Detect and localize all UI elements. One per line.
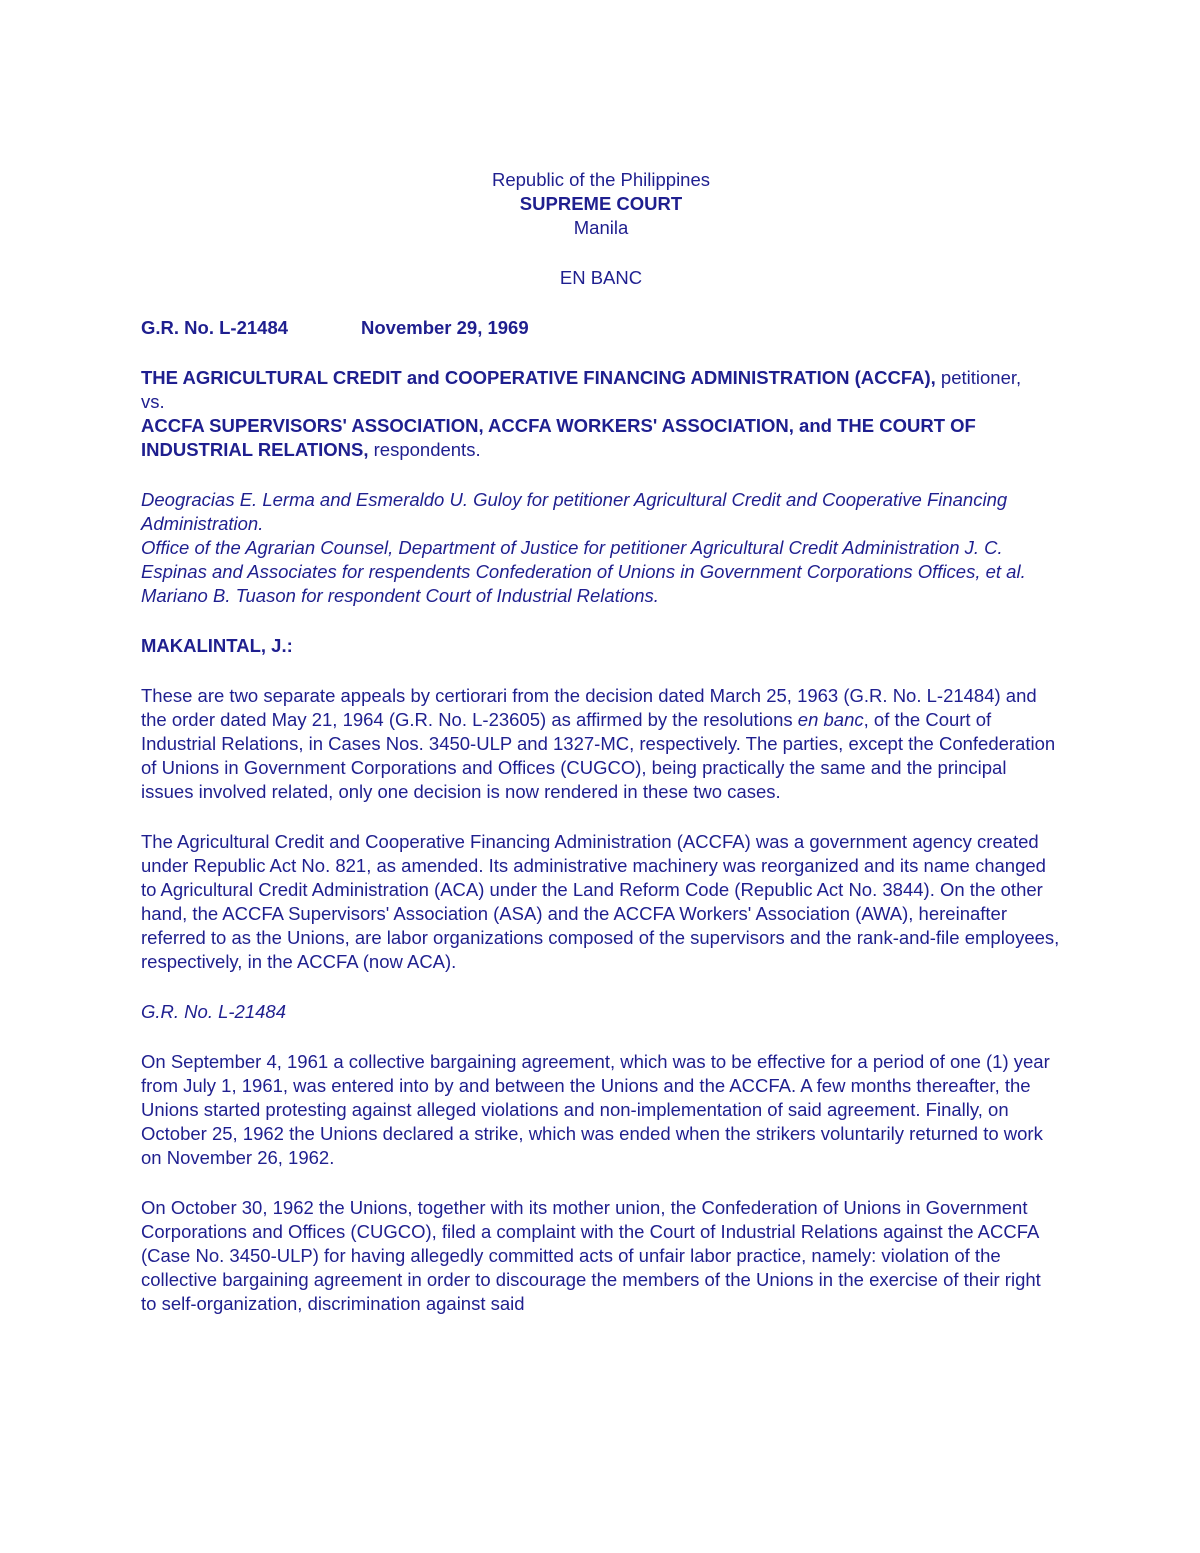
petitioner-name: THE AGRICULTURAL CREDIT and COOPERATIVE FINANCING ADMINISTRATION (ACCFA), bbox=[141, 367, 936, 388]
petitioner-role: petitioner, bbox=[935, 367, 1022, 388]
paragraph-emphasis: en banc bbox=[797, 709, 864, 730]
petitioner-line bbox=[141, 366, 1061, 390]
paragraph-text: These are two separate appeals by certiorari from the decision dated March 25, 1963 (G.R. No. L-21484) and the order dated May 21, 1964 (G.R. No. L-23605) as affirmed by the resolutions bbox=[141, 685, 1037, 730]
parties-block bbox=[141, 366, 1061, 462]
city-name: Manila bbox=[573, 217, 629, 238]
case-line bbox=[141, 316, 1061, 340]
paragraph-text: , of the Court of Industrial Relations, in Cases Nos. 3450-ULP and 1327-MC, respectively. The parties, except the Confederation of Unions in Government Corporations and Offices (CUGCO), being practically the same and the principal issues involved related, only one decision is now rendered in these two cases. bbox=[141, 709, 1056, 802]
case-date: November 29, 1969 bbox=[361, 317, 529, 338]
country-name: Republic of the Philippines bbox=[491, 169, 711, 190]
document-page bbox=[141, 168, 1061, 1316]
paragraph bbox=[141, 684, 1061, 804]
respondent-role: respondents. bbox=[368, 439, 481, 460]
versus-text: vs. bbox=[141, 391, 165, 412]
division-name: EN BANC bbox=[559, 267, 643, 288]
respondent-line bbox=[141, 414, 1061, 462]
court-header bbox=[141, 168, 1061, 290]
case-number: G.R. No. L-21484 bbox=[141, 317, 289, 338]
section-heading: G.R. No. L-21484 bbox=[141, 1001, 286, 1022]
ponente: MAKALINTAL, J.: bbox=[141, 635, 293, 656]
counsel-line: Deogracias E. Lerma and Esmeraldo U. Guloy for petitioner Agricultural Credit and Cooperative Financing Administration. bbox=[141, 489, 1008, 534]
court-name: SUPREME COURT bbox=[519, 193, 683, 214]
paragraph: On September 4, 1961 a collective bargaining agreement, which was to be effective for a period of one (1) year from July 1, 1961, was entered into by and between the Unions and the ACCFA. A few months thereafter, the Unions started protesting against alleged violations and non-implementation of said agreement. Finally, on October 25, 1962 the Unions declared a strike, which was ended when the strikers voluntarily returned to work on November 26, 1962. bbox=[141, 1051, 1050, 1168]
counsel-line: Office of the Agrarian Counsel, Department of Justice for petitioner Agricultural Credit Administration J. C. Espinas and Associates for respendents Confederation of Unions in Government Corporations Offices, et al. Mariano B. Tuason for respondent Court of Industrial Relations. bbox=[141, 537, 1026, 606]
respondent-name: ACCFA SUPERVISORS' ASSOCIATION, ACCFA WORKERS' ASSOCIATION, and THE COURT OF INDUSTRIAL RELATIONS, bbox=[141, 415, 976, 460]
paragraph: On October 30, 1962 the Unions, together with its mother union, the Confederation of Unions in Government Corporations and Offices (CUGCO), filed a complaint with the Court of Industrial Relations against the ACCFA (Case No. 3450-ULP) for having allegedly committed acts of unfair labor practice, namely: violation of the collective bargaining agreement in order to discourage the members of the Unions in the exercise of their right to self-organization, discrimination against said bbox=[141, 1197, 1041, 1314]
paragraph: The Agricultural Credit and Cooperative Financing Administration (ACCFA) was a government agency created under Republic Act No. 821, as amended. Its administrative machinery was reorganized and its name changed to Agricultural Credit Administration (ACA) under the Land Reform Code (Republic Act No. 3844). On the other hand, the ACCFA Supervisors' Association (ASA) and the ACCFA Workers' Association (AWA), hereinafter referred to as the Unions, are labor organizations composed of the supervisors and the rank-and-file employees, respectively, in the ACCFA (now ACA). bbox=[141, 831, 1060, 972]
counsel-block bbox=[141, 488, 1061, 608]
